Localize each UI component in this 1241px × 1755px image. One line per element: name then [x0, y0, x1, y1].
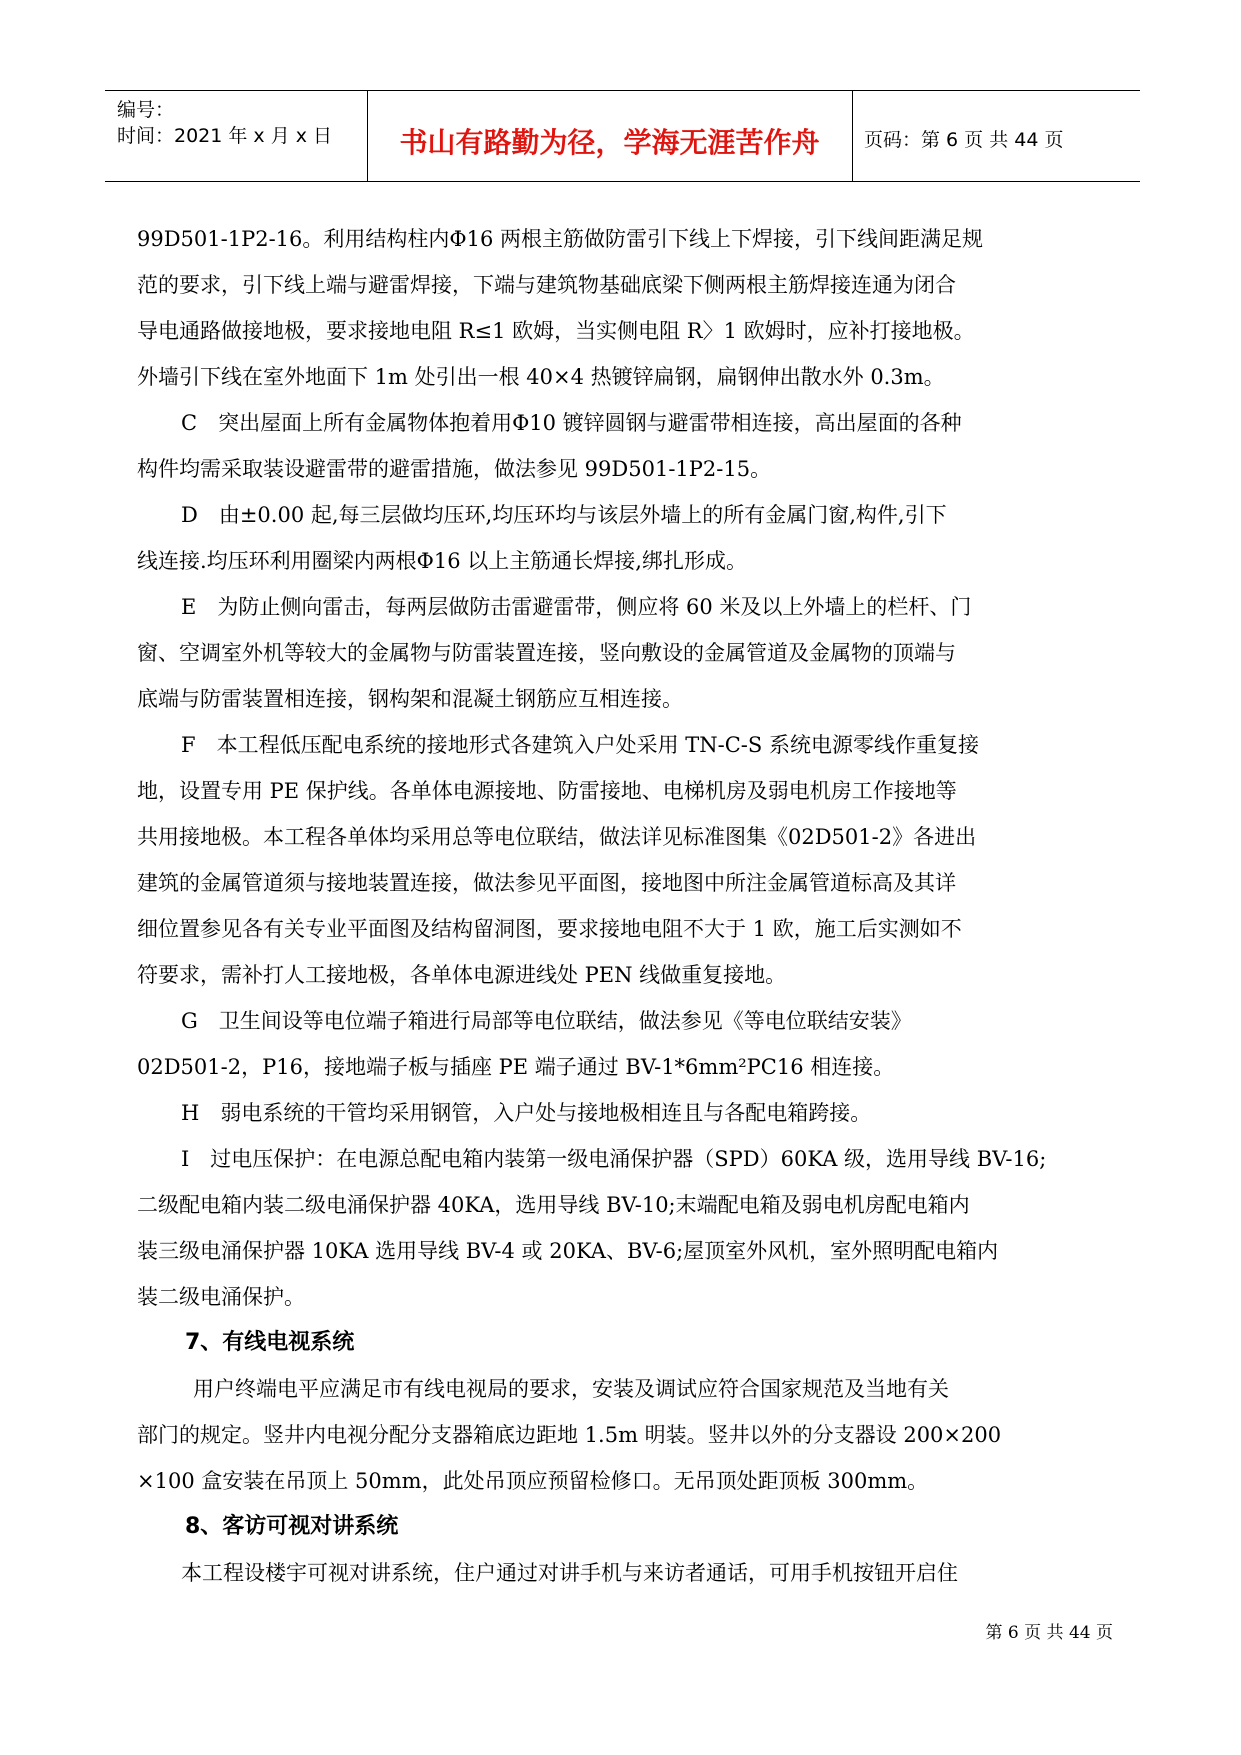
body-line: 本工程设楼宇可视对讲系统，住户通过对讲手机与来访者通话，可用手机按钮开启住 — [181, 1561, 958, 1585]
body-line: 99D501-1P2-16。利用结构柱内Φ16 两根主筋做防雷引下线上下焊接，引下线间距满足规 — [137, 227, 984, 251]
header-page-info: 页码：第 6 页 共 44 页 — [864, 129, 1064, 151]
body-line: 用户终端电平应满足市有线电视局的要求，安装及调试应符合国家规范及当地有关 — [193, 1377, 949, 1401]
clause-g: G 卫生间设等电位端子箱进行局部等电位联结，做法参见《等电位联结安装》 — [181, 1009, 912, 1033]
body-line: 建筑的金属管道须与接地装置连接，做法参见平面图，接地图中所注金属管道标高及其详 — [137, 871, 956, 895]
body-line: 范的要求，引下线上端与避雷焊接，下端与建筑物基础底梁下侧两根主筋焊接连通为闭合 — [137, 273, 956, 297]
clause-d: D 由±0.00 起,每三层做均压环,均压环均与该层外墙上的所有金属门窗,构件,引下 — [181, 503, 947, 527]
body-line: 符要求，需补打人工接地极，各单体电源进线处 PEN 线做重复接地。 — [137, 963, 787, 987]
body-line: ×100 盒安装在吊顶上 50mm，此处吊顶应预留检修口。无吊顶处距顶板 300mm。 — [137, 1469, 929, 1493]
body-line: 细位置参见各有关专业平面图及结构留洞图，要求接地电阻不大于 1 欧，施工后实测如不 — [137, 917, 962, 941]
section-heading-cable-tv: 7、有线电视系统 — [185, 1330, 355, 1355]
page-footer: 第 6 页 共 44 页 — [985, 1623, 1113, 1643]
body-line: 装三级电涌保护器 10KA 选用导线 BV-4 或 20KA、BV-6;屋顶室外风机，室外照明配电箱内 — [137, 1239, 999, 1263]
body-line: 部门的规定。竖井内电视分配分支器箱底边距地 1.5m 明装。竖井以外的分支器设 200×200 — [137, 1423, 1002, 1447]
body-line: 底端与防雷装置相连接，钢构架和混凝土钢筋应互相连接。 — [137, 687, 683, 711]
clause-i: I 过电压保护：在电源总配电箱内装第一级电涌保护器（SPD）60KA 级，选用导线 BV-16; — [181, 1147, 1047, 1171]
body-line: 导电通路做接地极，要求接地电阻 R≤1 欧姆，当实侧电阻 R〉1 欧姆时，应补打接地极。 — [137, 319, 975, 343]
clause-c: C 突出屋面上所有金属物体抱着用Φ10 镀锌圆钢与避雷带相连接，高出屋面的各种 — [181, 411, 962, 435]
document-body — [137, 216, 1112, 1596]
header-motto: 书山有路勤为径，学海无涯苦作舟 — [399, 126, 820, 159]
body-line: 线连接.均压环利用圈梁内两根Φ16 以上主筋通长焊接,绑扎形成。 — [137, 549, 747, 573]
body-line: 窗、空调室外机等较大的金属物与防雷装置连接，竖向敷设的金属管道及金属物的顶端与 — [137, 641, 956, 665]
body-line: 装二级电涌保护。 — [137, 1285, 305, 1309]
clause-e: E 为防止侧向雷击，每两层做防击雷避雷带，侧应将 60 米及以上外墙上的栏杆、门 — [181, 595, 972, 619]
header-page-cell — [852, 91, 1140, 181]
document-number-label: 编号： — [117, 99, 175, 121]
header-motto-cell — [367, 91, 853, 181]
header-meta-cell — [105, 91, 368, 181]
document-time-label: 时间：2021 年 x 月 x 日 — [117, 125, 333, 147]
body-line: 外墙引下线在室外地面下 1m 处引出一根 40×4 热镀锌扁钢，扁钢伸出散水外 0.3m。 — [137, 365, 945, 389]
page-header — [105, 90, 1140, 182]
body-line: 构件均需采取装设避雷带的避雷措施，做法参见 99D501-1P2-15。 — [137, 457, 772, 481]
body-line: 地，设置专用 PE 保护线。各单体电源接地、防雷接地、电梯机房及弱电机房工作接地等 — [137, 779, 957, 803]
body-line: 共用接地极。本工程各单体均采用总等电位联结，做法详见标准图集《02D501-2》各进出 — [137, 825, 977, 849]
clause-f: F 本工程低压配电系统的接地形式各建筑入户处采用 TN-C-S 系统电源零线作重复接 — [181, 733, 979, 757]
clause-h: H 弱电系统的干管均采用钢管，入户处与接地极相连且与各配电箱跨接。 — [181, 1101, 872, 1125]
body-line: 二级配电箱内装二级电涌保护器 40KA，选用导线 BV-10;末端配电箱及弱电机房配电箱内 — [137, 1193, 970, 1217]
body-line: 02D501-2，P16，接地端子板与插座 PE 端子通过 BV-1*6mm²PC16 相连接。 — [137, 1055, 895, 1079]
section-heading-intercom: 8、客访可视对讲系统 — [185, 1514, 399, 1539]
